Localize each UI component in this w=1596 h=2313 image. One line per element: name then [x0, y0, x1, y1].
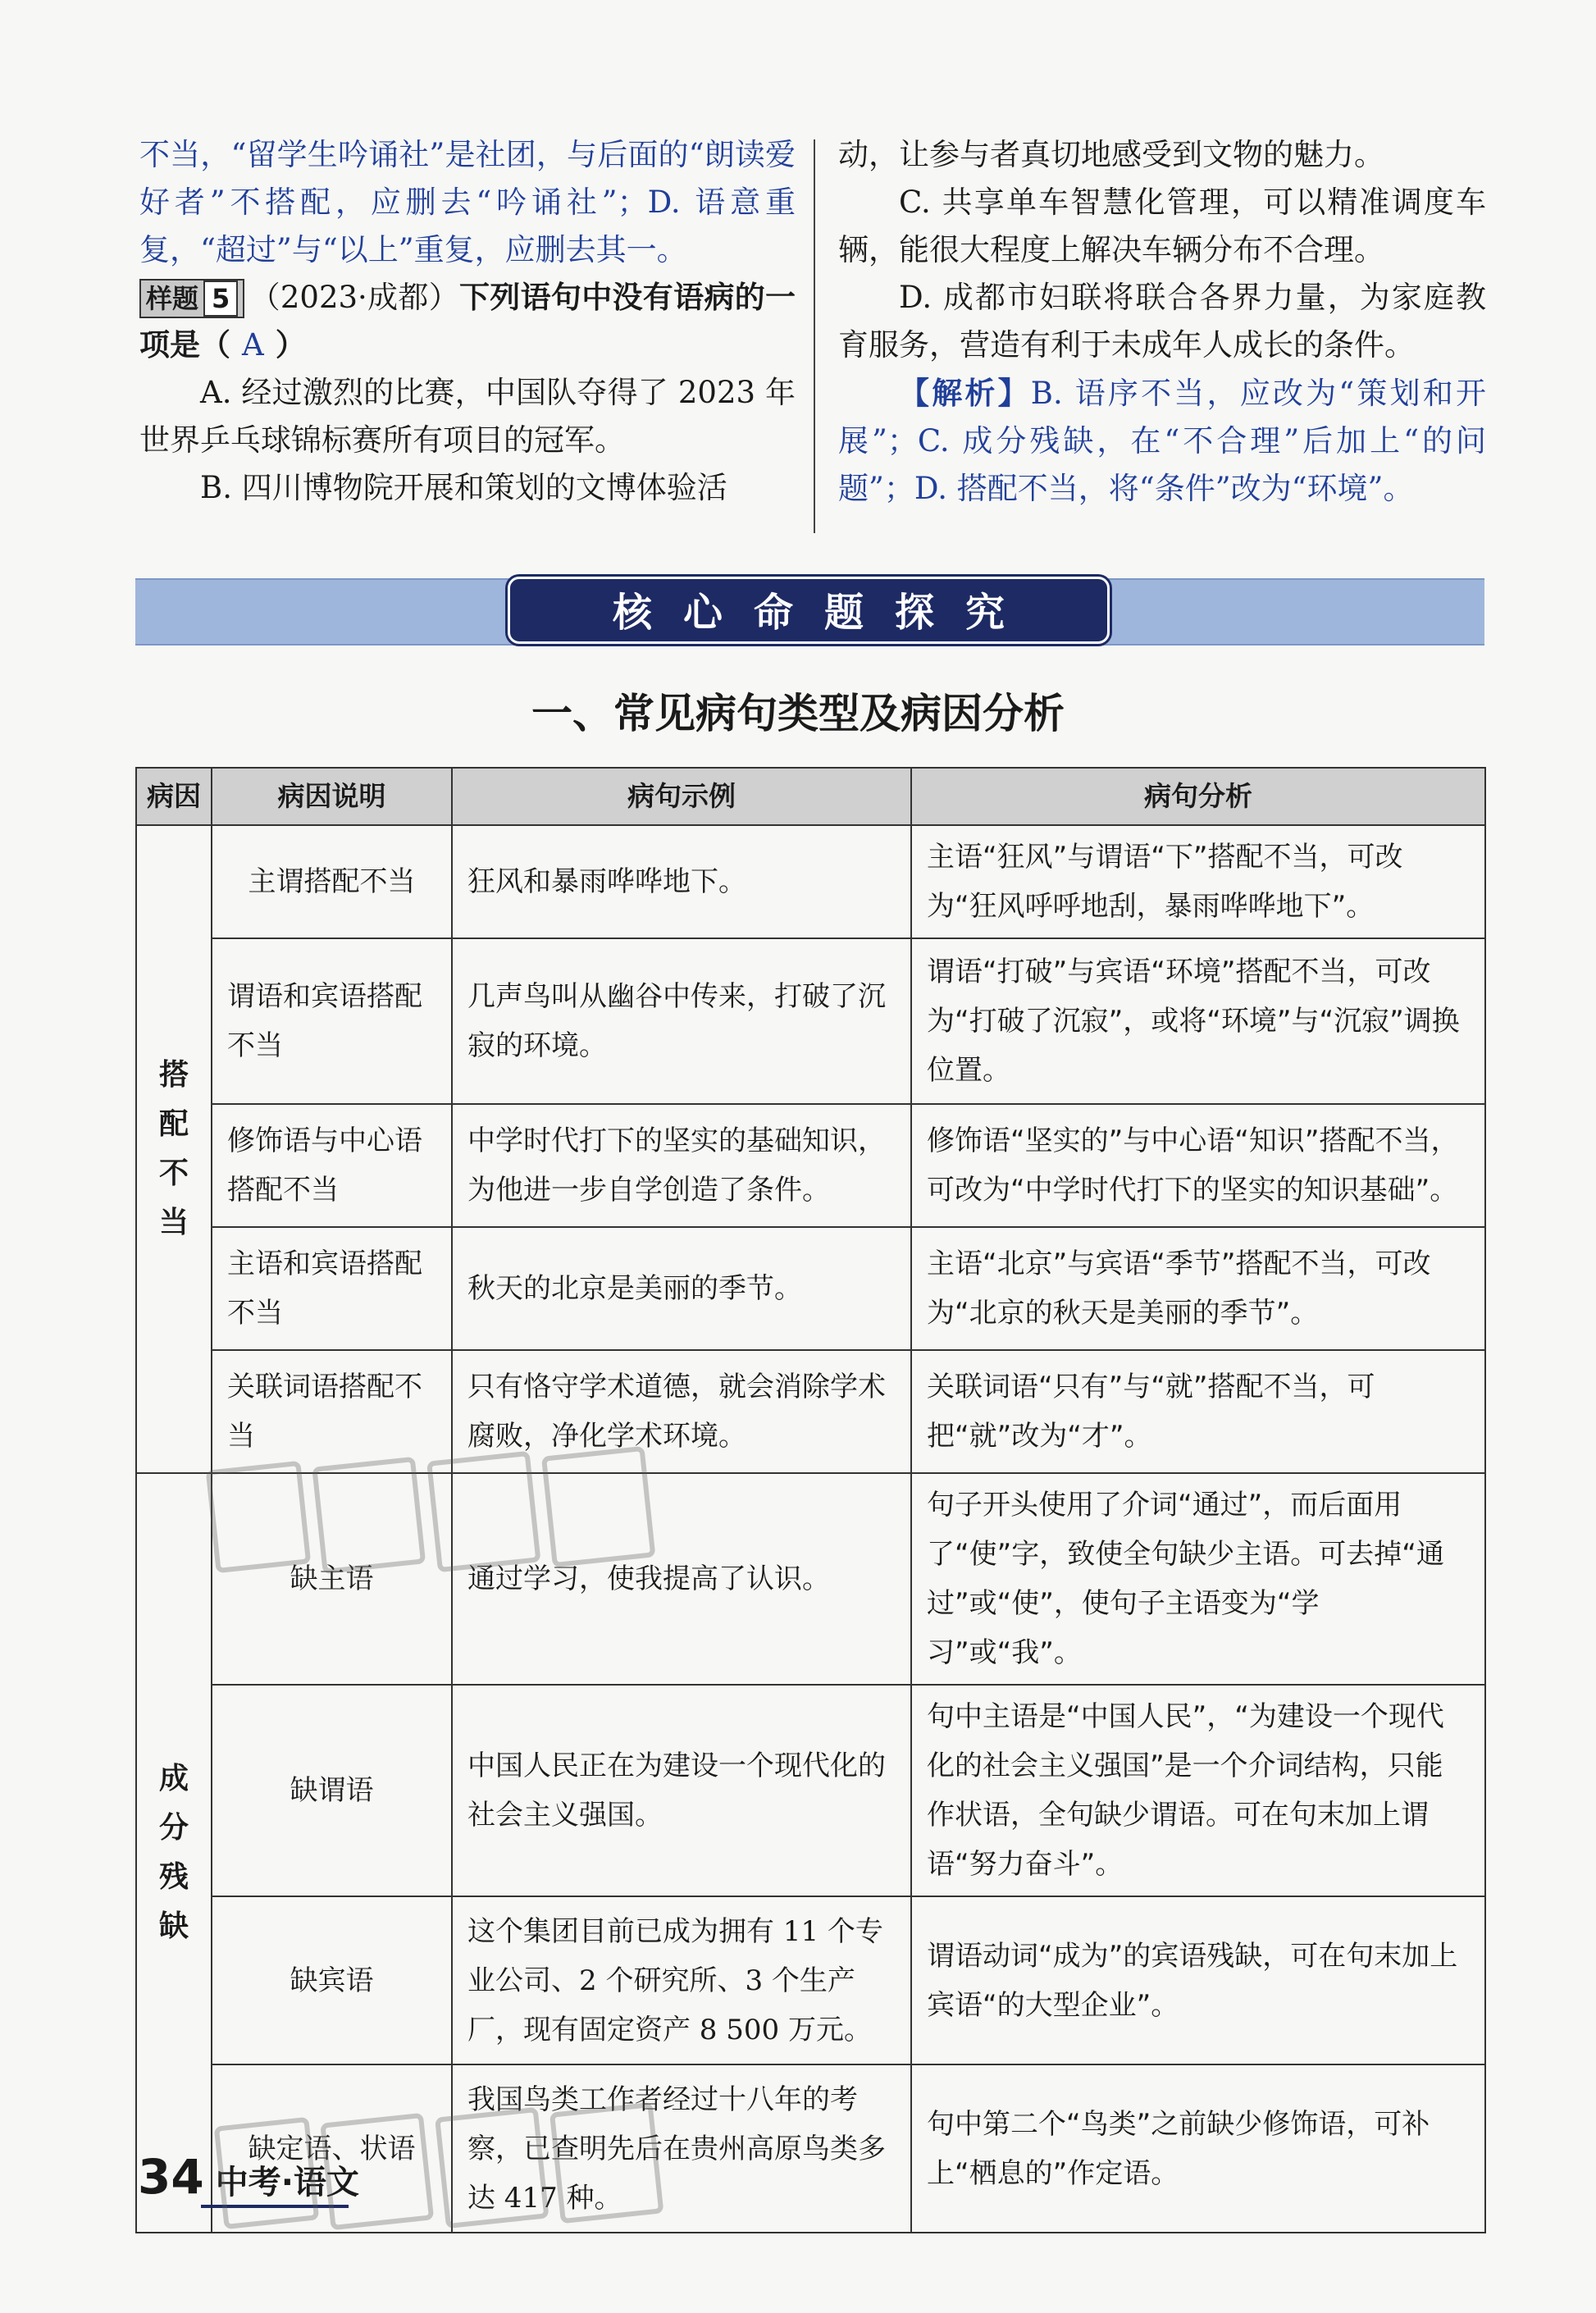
row-analysis: 句子开头使用了介词“通过”，而后面用了“使”字，致使全句缺少主语。可去掉“通过”或“使”，使句子主语变为“学习”或“我”。	[911, 1473, 1485, 1685]
row-example: 中国人民正在为建设一个现代化的社会主义强国。	[452, 1685, 911, 1896]
row-type: 主谓搭配不当	[212, 825, 452, 938]
table-row	[136, 1896, 1485, 2064]
table-row	[136, 825, 1485, 938]
sample-answer: A	[242, 327, 264, 363]
row-example: 通过学习，使我提高了认识。	[452, 1473, 911, 1685]
table-row	[136, 1685, 1485, 1896]
watermark-mark-1	[205, 1444, 664, 1583]
row-example: 这个集团目前已成为拥有 11 个专业公司、2 个研究所、3 个生产厂，现有固定资产 8 500 万元。	[452, 1896, 911, 2064]
row-analysis: 修饰语“坚实的”与中心语“知识”搭配不当，可改为“中学时代打下的坚实的知识基础”。	[911, 1104, 1485, 1227]
header-cause: 病因	[136, 768, 212, 825]
header-example: 病句示例	[452, 768, 911, 825]
row-example: 秋天的北京是美丽的季节。	[452, 1227, 911, 1350]
row-analysis: 谓语动词“成为”的宾语残缺，可在句末加上宾语“的大型企业”。	[911, 1896, 1485, 2064]
row-type: 修饰语与中心语搭配不当	[212, 1104, 452, 1227]
header-description: 病因说明	[212, 768, 452, 825]
category-mismatch: 搭 配 不 当	[136, 825, 212, 1473]
row-analysis: 句中第二个“鸟类”之前缺少修饰语，可补上“栖息的”作定语。	[911, 2064, 1485, 2233]
row-example: 只有恪守学术道德，就会消除学术腐败，净化学术环境。	[452, 1350, 911, 1473]
category-missing-component: 成 分 残 缺	[136, 1473, 212, 2233]
left-column	[139, 131, 796, 512]
page-number: 34	[138, 2149, 204, 2205]
row-analysis: 句中主语是“中国人民”，“为建设一个现代化的社会主义强国”是一个介词结构，只能作状语，全句缺少谓语。可在句末加上谓语“努力奋斗”。	[911, 1685, 1485, 1896]
option-b-end: 动，让参与者真切地感受到文物的魅力。	[838, 137, 1384, 172]
row-type: 关联词语搭配不当	[212, 1350, 452, 1473]
option-b-start: B. 四川博物院开展和策划的文博体验活	[200, 470, 727, 505]
watermark-mark-2	[213, 2100, 673, 2239]
sample-question-stem: 样题 5 （2023·成都）下列语句中没有语病的一项是（ A ）	[139, 280, 796, 363]
row-example: 狂风和暴雨哗哗地下。	[452, 825, 911, 938]
sample-tag: 样题 5	[139, 279, 244, 318]
row-type: 缺主语	[212, 1473, 452, 1685]
row-type: 缺定语、状语	[212, 2064, 452, 2233]
row-example: 我国鸟类工作者经过十八年的考察，已查明先后在贵州高原鸟类多达 417 种。	[452, 2064, 911, 2233]
row-type: 谓语和宾语搭配不当	[212, 938, 452, 1104]
option-d: D. 成都市妇联将联合各界力量，为家庭教育服务，营造有利于未成年人成长的条件。	[838, 280, 1486, 363]
analysis-text: B. 语序不当，应改为“策划和开展”；C. 成分残缺，在“不合理”后加上“的问题”；D. 搭配不当，将“条件”改为“环境”。	[838, 376, 1486, 506]
row-analysis: 主语“北京”与宾语“季节”搭配不当，可改为“北京的秋天是美丽的季节”。	[911, 1227, 1485, 1350]
section-banner	[135, 578, 1484, 646]
row-example: 中学时代打下的坚实的基础知识，为他进一步自学创造了条件。	[452, 1104, 911, 1227]
right-column	[838, 131, 1486, 513]
table-row	[136, 1104, 1485, 1227]
row-type: 缺宾语	[212, 1896, 452, 2064]
column-divider	[814, 139, 815, 533]
row-analysis: 谓语“打破”与宾语“环境”搭配不当，可改为“打破了沉寂”，或将“环境”与“沉寂”调换位置。	[911, 938, 1485, 1104]
option-c: C. 共享单车智慧化管理，可以精准调度车辆，能很大程度上解决车辆分布不合理。	[838, 185, 1486, 267]
sample-source: （2023·成都）	[249, 280, 459, 315]
table-row	[136, 938, 1485, 1104]
row-analysis: 主语“狂风”与谓语“下”搭配不当，可改为“狂风呼呼地刮，暴雨哗哗地下”。	[911, 825, 1485, 938]
analysis	[838, 369, 1486, 513]
row-analysis: 关联词语“只有”与“就”搭配不当，可把“就”改为“才”。	[911, 1350, 1485, 1473]
table-header-row	[136, 768, 1485, 825]
row-type: 缺谓语	[212, 1685, 452, 1896]
row-example: 几声鸟叫从幽谷中传来，打破了沉寂的环境。	[452, 938, 911, 1104]
option-a: A. 经过激烈的比赛，中国队夺得了 2023 年世界乒乓球锦标赛所有项目的冠军。	[139, 375, 796, 458]
analysis-label: 【解析】	[899, 375, 1031, 411]
header-analysis: 病句分析	[911, 768, 1485, 825]
table-row	[136, 1227, 1485, 1350]
sample-stem: 下列语句中没有语病的一项是	[139, 280, 796, 363]
footer-label: 中考·语文	[215, 2164, 359, 2201]
prev-analysis-continuation: 不当，“留学生吟诵社”是社团，与后面的“朗读爱好者”不搭配，应删去“吟诵社”；D. 语意重复，“超过”与“以上”重复，应删去其一。	[139, 137, 796, 267]
row-type: 主语和宾语搭配不当	[212, 1227, 452, 1350]
section-title: 一、常见病句类型及病因分析	[531, 689, 1065, 737]
banner-title: 核心命题探究	[508, 577, 1110, 644]
